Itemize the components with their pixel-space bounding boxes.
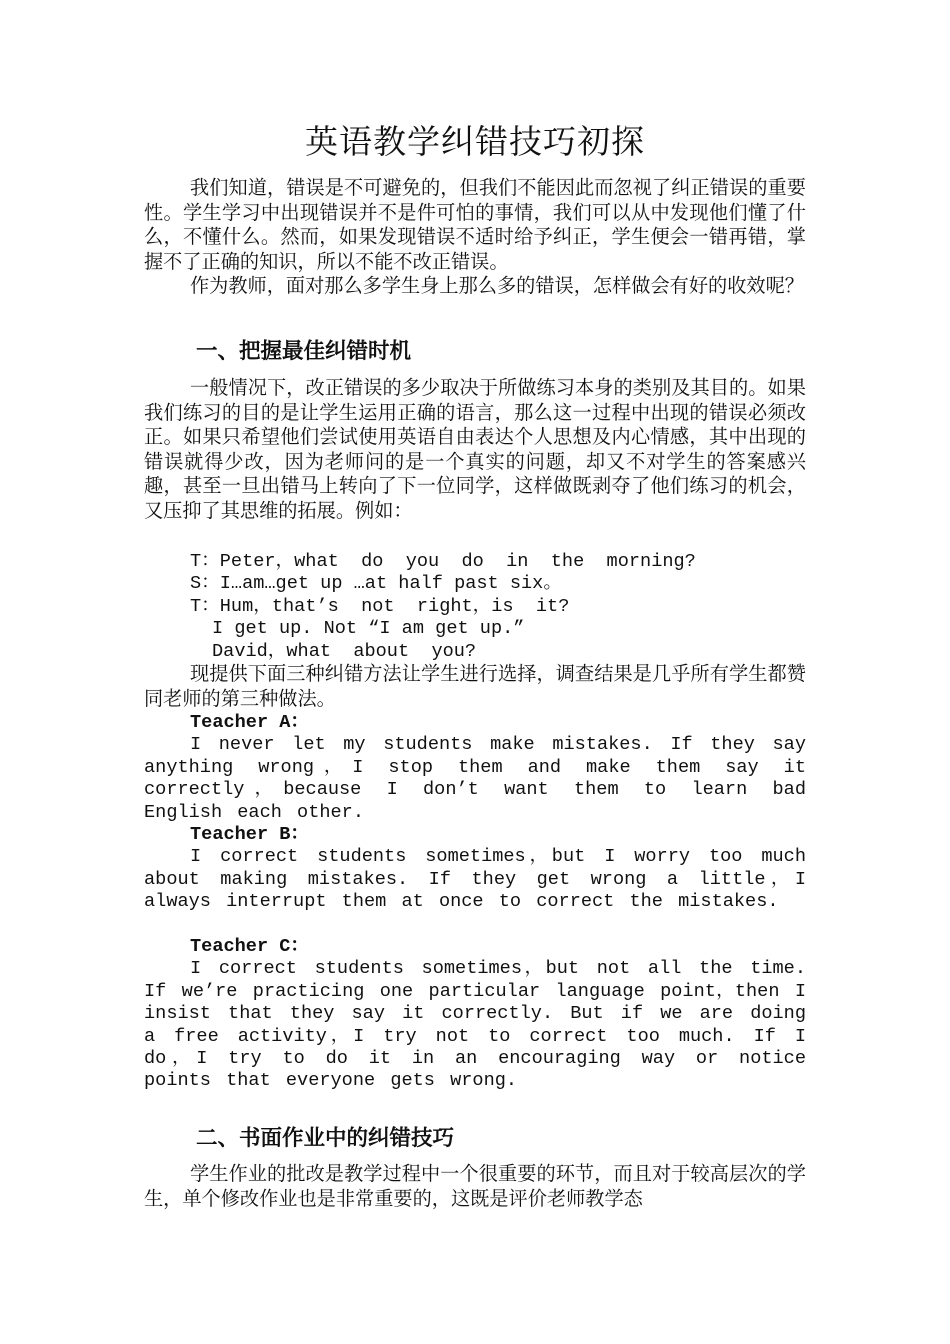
dialogue-line: David，what about you?: [212, 640, 477, 662]
teacher-c: [144, 936, 806, 1093]
section-2-body: [144, 1162, 806, 1211]
dialogue-line: T：Peter，what do you do in the morning?: [190, 551, 696, 572]
intro-paragraph-2: 作为教师，面对那么多学生身上那么多的错误，怎样做会有好的收效呢？: [190, 274, 804, 298]
section-1-body: [144, 376, 806, 524]
teacher-a: [144, 712, 806, 824]
section-1-heading: 一、把握最佳纠错时机: [196, 339, 412, 364]
teacher-c-label: Teacher C：: [190, 936, 310, 957]
teacher-c-text: I correct students sometimes，but not all the time. If we’re practicing one particular language point，then I insist that they say it correctly. But if we are doing a free activity，I try not to correct too much. If I do，I try to do it in an encouraging way or notice points that everyone gets wrong.: [144, 958, 806, 1092]
teacher-a-text: I never let my students make mistakes. If they say anything wrong，I stop them and make them say it correctly，because I don’t want them to learn bad English each other.: [144, 734, 806, 823]
dialogue-line: I get up. Not “I am get up.”: [212, 618, 525, 640]
dialogue-line: S：I…am…get up …at half past six。: [190, 573, 562, 595]
section-1: [144, 337, 806, 367]
intro-section: [144, 176, 806, 299]
intro-paragraph-1: 我们知道，错误是不可避免的，但我们不能因此而忽视了纠正错误的重要性。学生学习中出现错误并不是件可怕的事情，我们可以从中发现他们懂了什么，不懂什么。然而，如果发现错误不适时给予纠正，学生便会一错再错，掌握不了正确的知识，所以不能不改正错误。: [144, 176, 806, 273]
document-page: [144, 0, 806, 1344]
section-2-paragraph-1: 学生作业的批改是教学过程中一个很重要的环节，而且对于较高层次的学生，单个修改作业也是非常重要的，这既是评价老师教学态: [144, 1162, 806, 1210]
dialogue-block: [144, 551, 806, 663]
dialogue-line: T：Hum，that’s not right，is it?: [190, 595, 570, 617]
teacher-b: [144, 824, 806, 914]
teacher-a-label: Teacher A：: [190, 712, 310, 733]
section-2-heading: 二、书面作业中的纠错技巧: [196, 1126, 455, 1151]
teacher-b-text: I correct students sometimes，but I worry too much about making mistakes. If they get wrong a little，I always interrupt them at once to correct the mistakes.: [144, 846, 806, 913]
section-2: [144, 1124, 806, 1154]
survey-intro: [144, 662, 806, 711]
document-title: 英语教学纠错技巧初探: [305, 122, 645, 161]
section-1-paragraph-1: 一般情况下，改正错误的多少取决于所做练习本身的类别及其目的。如果我们练习的目的是让学生运用正确的语言，那么这一过程中出现的错误必须改正。如果只希望他们尝试使用英语自由表达个人思想及内心情感，其中出现的错误就得少改，因为老师问的是一个真实的问题，却又不对学生的答案感兴趣，甚至一旦出错马上转向了下一位同学，这样做既剥夺了他们练习的机会，又压抑了其思维的拓展。例如：: [144, 376, 806, 522]
section-1-paragraph-2: 现提供下面三种纠错方法让学生进行选择，调查结果是几乎所有学生都赞同老师的第三种做法。: [144, 662, 806, 710]
teacher-b-label: Teacher B：: [190, 824, 310, 845]
